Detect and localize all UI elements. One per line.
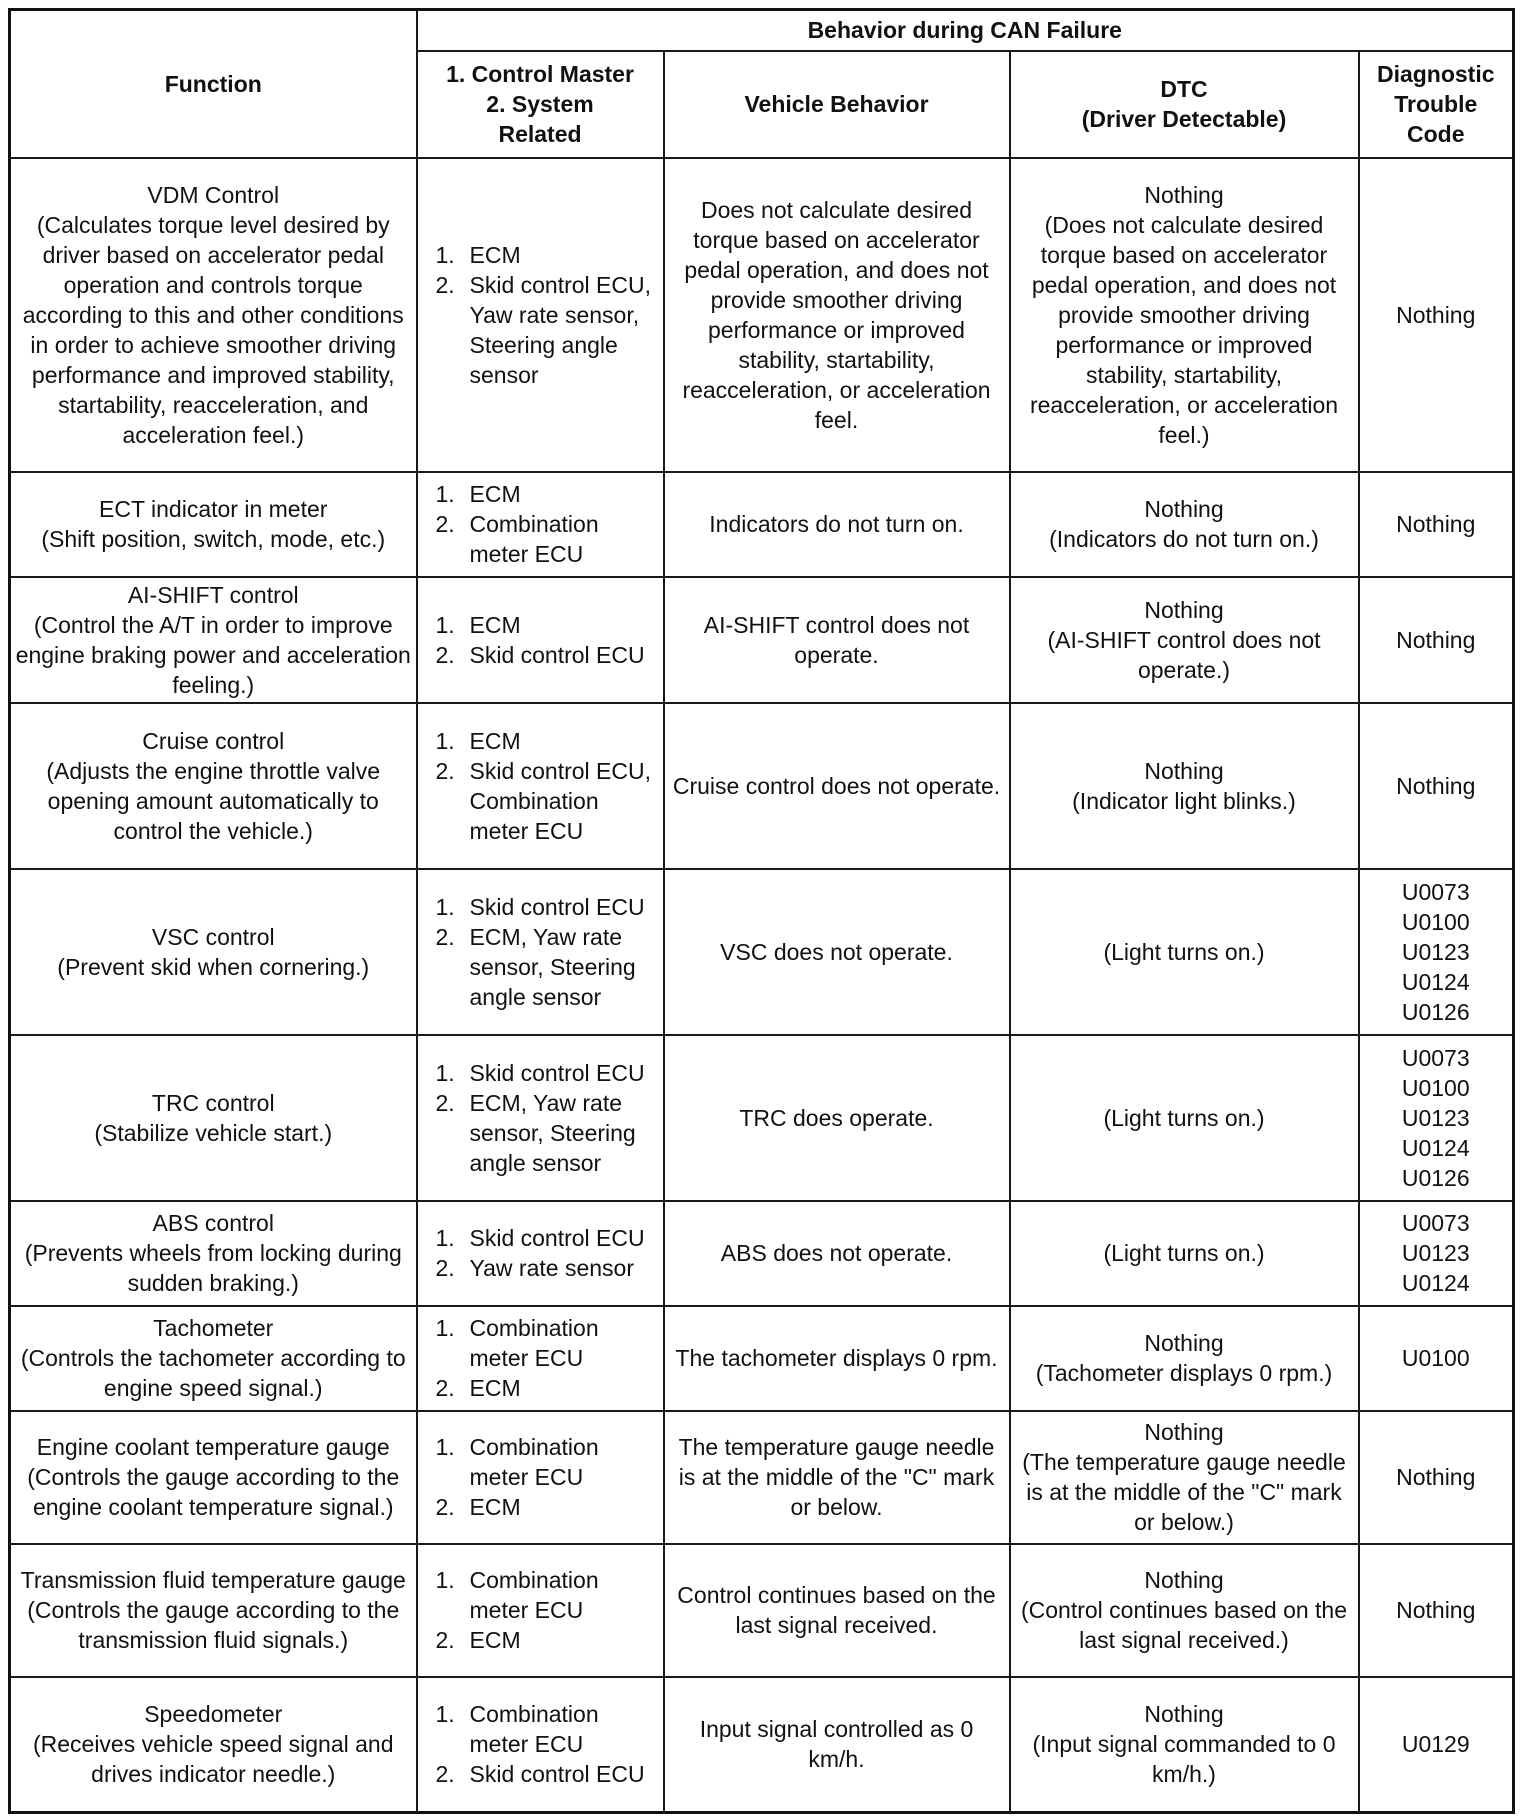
vehicle-behavior-cell: VSC does not operate.: [664, 869, 1010, 1035]
list-number: 1.: [435, 241, 455, 268]
control-master-text: Skid control ECU, Yaw rate sensor, Steering angle sensor: [469, 271, 652, 388]
control-master-text: Combination meter ECU: [469, 1434, 599, 1490]
control-master-item: [436, 509, 659, 569]
trouble-code-cell: [1359, 703, 1514, 869]
function-description: (Controls the tachometer according to engine speed signal.): [20, 1345, 406, 1401]
trouble-code: U0100: [1401, 908, 1470, 935]
control-master-text: Skid control ECU: [469, 1761, 645, 1788]
table-row: [10, 1201, 1514, 1306]
function-description: (Prevents wheels from locking during sudden braking.): [24, 1240, 402, 1296]
function-cell: [10, 1306, 417, 1411]
list-number: 2.: [435, 757, 455, 784]
function-cell: [10, 1544, 417, 1677]
header-code-line: Diagnostic: [1376, 61, 1495, 87]
control-master-cell: [417, 1201, 664, 1306]
trouble-code: U0126: [1401, 1164, 1470, 1191]
control-master-item: [436, 1058, 659, 1088]
vehicle-behavior-cell: The tachometer displays 0 rpm.: [664, 1306, 1010, 1411]
trouble-code: U0129: [1401, 1731, 1470, 1758]
control-master-item: [436, 1253, 659, 1283]
control-master-item: [436, 1313, 659, 1373]
trouble-code-cell: [1359, 1677, 1514, 1813]
header-dtc-line: DTC: [1160, 76, 1208, 102]
list-number: 1.: [435, 893, 455, 920]
function-title: Tachometer: [153, 1315, 274, 1341]
dtc-detail: (Tachometer displays 0 rpm.): [1035, 1360, 1333, 1386]
trouble-code: U0073: [1401, 1210, 1470, 1236]
control-master-cell: [417, 1306, 664, 1411]
trouble-code: U0124: [1401, 1134, 1470, 1161]
dtc-detail: (Control continues based on the last signal received.): [1020, 1597, 1348, 1653]
list-number: 1.: [435, 611, 455, 638]
vehicle-behavior-cell: Control continues based on the last signal received.: [664, 1544, 1010, 1677]
header-control-master-line: Related: [498, 121, 582, 147]
list-number: 2.: [435, 511, 455, 537]
dtc-status: Nothing: [1144, 1567, 1224, 1593]
header-control-master: [417, 51, 664, 158]
control-master-cell: [417, 1544, 664, 1677]
dtc-detail: (Light turns on.): [1103, 1240, 1265, 1266]
trouble-code-cell: [1359, 1306, 1514, 1411]
function-cell: [10, 1411, 417, 1544]
control-master-text: Combination meter ECU: [469, 1567, 599, 1623]
control-master-item: [436, 1759, 659, 1789]
dtc-detail: (Indicator light blinks.): [1072, 787, 1296, 814]
function-title: Engine coolant temperature gauge: [36, 1434, 390, 1460]
header-dtc-line: (Driver Detectable): [1081, 106, 1287, 132]
header-behavior-group: Behavior during CAN Failure: [417, 10, 1514, 51]
table-row: [10, 158, 1514, 472]
trouble-code: Nothing: [1396, 1597, 1476, 1623]
list-number: 2.: [435, 1255, 455, 1281]
control-master-text: ECM: [469, 1627, 521, 1653]
function-title: AI-SHIFT control: [127, 581, 299, 608]
header-vehicle-behavior: Vehicle Behavior: [664, 51, 1010, 158]
control-master-text: Combination meter ECU: [469, 511, 599, 567]
function-title: Cruise control: [142, 727, 285, 754]
header-control-master-line: 2. System: [486, 91, 594, 117]
list-number: 2.: [435, 1089, 455, 1116]
trouble-code: U0124: [1401, 968, 1470, 995]
control-master-item: [436, 640, 659, 670]
vehicle-behavior-cell: ABS does not operate.: [664, 1201, 1010, 1306]
function-cell: [10, 703, 417, 869]
list-number: 2.: [435, 271, 455, 298]
control-master-text: Skid control ECU, Combination meter ECU: [469, 757, 652, 844]
control-master-item: [436, 1088, 659, 1178]
control-master-item: [436, 240, 659, 270]
trouble-code-cell: [1359, 158, 1514, 472]
control-master-cell: [417, 1677, 664, 1813]
table-row: [10, 1411, 1514, 1544]
function-description: (Calculates torque level desired by driver based on accelerator pedal operation and controls torque according to this and other conditions in order to achieve smoother driving performance and improved stability, startability, reacceleration, and acceleration feel.): [22, 211, 404, 448]
function-cell: [10, 1035, 417, 1201]
control-master-text: Yaw rate sensor: [469, 1255, 634, 1281]
dtc-detail: (Input signal commanded to 0 km/h.): [1032, 1731, 1336, 1788]
trouble-code: U0123: [1401, 1104, 1470, 1131]
dtc-cell: [1010, 1035, 1359, 1201]
list-number: 2.: [435, 641, 455, 668]
dtc-status: Nothing: [1144, 1419, 1224, 1445]
dtc-status: Nothing: [1144, 181, 1224, 208]
dtc-detail: (Light turns on.): [1103, 1104, 1265, 1131]
control-master-cell: [417, 869, 664, 1035]
dtc-cell: [1010, 158, 1359, 472]
control-master-text: Skid control ECU: [469, 1059, 645, 1086]
list-number: 1.: [435, 1434, 455, 1460]
control-master-text: ECM: [469, 1375, 521, 1401]
list-number: 2.: [435, 1375, 455, 1401]
function-cell: [10, 1677, 417, 1813]
function-cell: [10, 1201, 417, 1306]
table-row: [10, 1544, 1514, 1677]
control-master-item: [436, 610, 659, 640]
control-master-text: ECM, Yaw rate sensor, Steering angle sensor: [469, 1089, 636, 1176]
vehicle-behavior-cell: Input signal controlled as 0 km/h.: [664, 1677, 1010, 1813]
function-title: VSC control: [151, 923, 275, 950]
list-number: 1.: [435, 1225, 455, 1251]
function-description: (Shift position, switch, mode, etc.): [41, 526, 386, 552]
can-failure-table: [8, 8, 1515, 1814]
control-master-item: [436, 1565, 659, 1625]
control-master-item: [436, 1432, 659, 1492]
trouble-code-cell: [1359, 1544, 1514, 1677]
trouble-code-cell: [1359, 1411, 1514, 1544]
dtc-detail: (Indicators do not turn on.): [1049, 526, 1319, 552]
dtc-detail: (The temperature gauge needle is at the middle of the "C" mark or below.): [1022, 1449, 1346, 1535]
table-row: [10, 1035, 1514, 1201]
control-master-text: Skid control ECU: [469, 1225, 645, 1251]
dtc-status: Nothing: [1144, 596, 1224, 623]
function-description: (Control the A/T in order to improve engine braking power and acceleration feeling.): [15, 611, 411, 698]
control-master-text: ECM: [469, 727, 521, 754]
header-trouble-code: [1359, 51, 1514, 158]
list-number: 1.: [435, 1059, 455, 1086]
header-code-line: Code: [1407, 121, 1465, 147]
function-cell: [10, 869, 417, 1035]
dtc-cell: [1010, 1201, 1359, 1306]
function-title: VDM Control: [147, 181, 280, 208]
function-description: (Stabilize vehicle start.): [94, 1119, 333, 1146]
control-master-text: ECM: [469, 611, 521, 638]
table-row: [10, 703, 1514, 869]
dtc-status: Nothing: [1144, 496, 1224, 522]
control-master-cell: [417, 1411, 664, 1544]
control-master-cell: [417, 703, 664, 869]
trouble-code: U0073: [1401, 1044, 1470, 1071]
function-description: (Controls the gauge according to the transmission fluid signals.): [27, 1597, 400, 1653]
trouble-code-cell: [1359, 577, 1514, 703]
trouble-code-cell: [1359, 1035, 1514, 1201]
control-master-text: ECM: [469, 1494, 521, 1520]
table-row: [10, 869, 1514, 1035]
vehicle-behavior-cell: TRC does operate.: [664, 1035, 1010, 1201]
dtc-cell: [1010, 703, 1359, 869]
trouble-code: U0100: [1401, 1345, 1470, 1371]
control-master-text: Skid control ECU: [469, 893, 645, 920]
function-title: TRC control: [151, 1089, 275, 1116]
trouble-code: Nothing: [1396, 772, 1476, 799]
list-number: 1.: [435, 1315, 455, 1341]
function-title: Speedometer: [144, 1701, 283, 1728]
control-master-item: [436, 1492, 659, 1522]
control-master-text: ECM, Yaw rate sensor, Steering angle sensor: [469, 923, 636, 1010]
vehicle-behavior-cell: AI-SHIFT control does not operate.: [664, 577, 1010, 703]
list-number: 2.: [435, 1494, 455, 1520]
list-number: 2.: [435, 1761, 455, 1788]
dtc-cell: [1010, 1306, 1359, 1411]
dtc-cell: [1010, 577, 1359, 703]
dtc-status: Nothing: [1144, 757, 1224, 784]
control-master-text: ECM: [469, 241, 521, 268]
dtc-status: Nothing: [1144, 1701, 1224, 1728]
table-body: [10, 158, 1514, 1813]
control-master-item: [436, 726, 659, 756]
dtc-detail: (AI-SHIFT control does not operate.): [1047, 626, 1321, 683]
function-title: Transmission fluid temperature gauge: [20, 1567, 406, 1593]
dtc-cell: [1010, 1411, 1359, 1544]
control-master-item: [436, 1699, 659, 1759]
control-master-item: [436, 756, 659, 846]
trouble-code: Nothing: [1396, 626, 1476, 653]
control-master-item: [436, 922, 659, 1012]
list-number: 2.: [435, 923, 455, 950]
table-row: [10, 472, 1514, 577]
control-master-item: [436, 479, 659, 509]
function-title: ABS control: [152, 1210, 274, 1236]
dtc-cell: [1010, 1544, 1359, 1677]
control-master-item: [436, 270, 659, 390]
vehicle-behavior-cell: Cruise control does not operate.: [664, 703, 1010, 869]
trouble-code: U0124: [1401, 1270, 1470, 1296]
function-description: (Adjusts the engine throttle valve opening amount automatically to control the vehicle.): [46, 757, 381, 844]
control-master-item: [436, 892, 659, 922]
control-master-text: Combination meter ECU: [469, 1315, 599, 1371]
dtc-detail: (Light turns on.): [1103, 938, 1265, 965]
function-cell: [10, 577, 417, 703]
function-cell: [10, 472, 417, 577]
function-description: (Receives vehicle speed signal and drives indicator needle.): [32, 1731, 394, 1788]
vehicle-behavior-cell: The temperature gauge needle is at the middle of the "C" mark or below.: [664, 1411, 1010, 1544]
can-failure-table-page: [8, 8, 1512, 1808]
trouble-code-cell: [1359, 869, 1514, 1035]
control-master-cell: [417, 158, 664, 472]
trouble-code: U0123: [1401, 1240, 1470, 1266]
trouble-code: Nothing: [1396, 1464, 1476, 1490]
trouble-code-cell: [1359, 1201, 1514, 1306]
trouble-code-cell: [1359, 472, 1514, 577]
control-master-text: ECM: [469, 481, 521, 507]
dtc-cell: [1010, 869, 1359, 1035]
function-title: ECT indicator in meter: [99, 496, 328, 522]
list-number: 1.: [435, 727, 455, 754]
header-function: Function: [10, 10, 417, 158]
control-master-cell: [417, 577, 664, 703]
dtc-status: Nothing: [1144, 1330, 1224, 1356]
control-master-item: [436, 1625, 659, 1655]
vehicle-behavior-cell: Does not calculate desired torque based on accelerator pedal operation, and does not provide smoother driving performance or improved stability, startability, reacceleration, or acceleration feel.: [664, 158, 1010, 472]
vehicle-behavior-cell: Indicators do not turn on.: [664, 472, 1010, 577]
table-row: [10, 577, 1514, 703]
control-master-item: [436, 1223, 659, 1253]
list-number: 1.: [435, 481, 455, 507]
control-master-cell: [417, 1035, 664, 1201]
list-number: 2.: [435, 1627, 455, 1653]
dtc-detail: (Does not calculate desired torque based on accelerator pedal operation, and does not provide smoother driving performance or improved stability, startability, reacceleration, or acceleration feel.): [1029, 211, 1339, 448]
control-master-item: [436, 1373, 659, 1403]
table-row: [10, 1677, 1514, 1813]
list-number: 1.: [435, 1567, 455, 1593]
trouble-code: U0123: [1401, 938, 1470, 965]
control-master-text: Skid control ECU: [469, 641, 645, 668]
header-control-master-line: 1. Control Master: [446, 61, 634, 87]
trouble-code: Nothing: [1396, 511, 1476, 537]
dtc-cell: [1010, 1677, 1359, 1813]
control-master-text: Combination meter ECU: [469, 1701, 599, 1758]
dtc-cell: [1010, 472, 1359, 577]
function-description: (Controls the gauge according to the engine coolant temperature signal.): [27, 1464, 400, 1520]
trouble-code: U0100: [1401, 1074, 1470, 1101]
trouble-code: U0073: [1401, 878, 1470, 905]
table-row: [10, 1306, 1514, 1411]
trouble-code: Nothing: [1396, 301, 1476, 328]
control-master-cell: [417, 472, 664, 577]
function-description: (Prevent skid when cornering.): [57, 953, 370, 980]
function-cell: [10, 158, 417, 472]
header-code-line: Trouble: [1394, 91, 1478, 117]
header-dtc: [1010, 51, 1359, 158]
trouble-code: U0126: [1401, 998, 1470, 1025]
list-number: 1.: [435, 1701, 455, 1728]
